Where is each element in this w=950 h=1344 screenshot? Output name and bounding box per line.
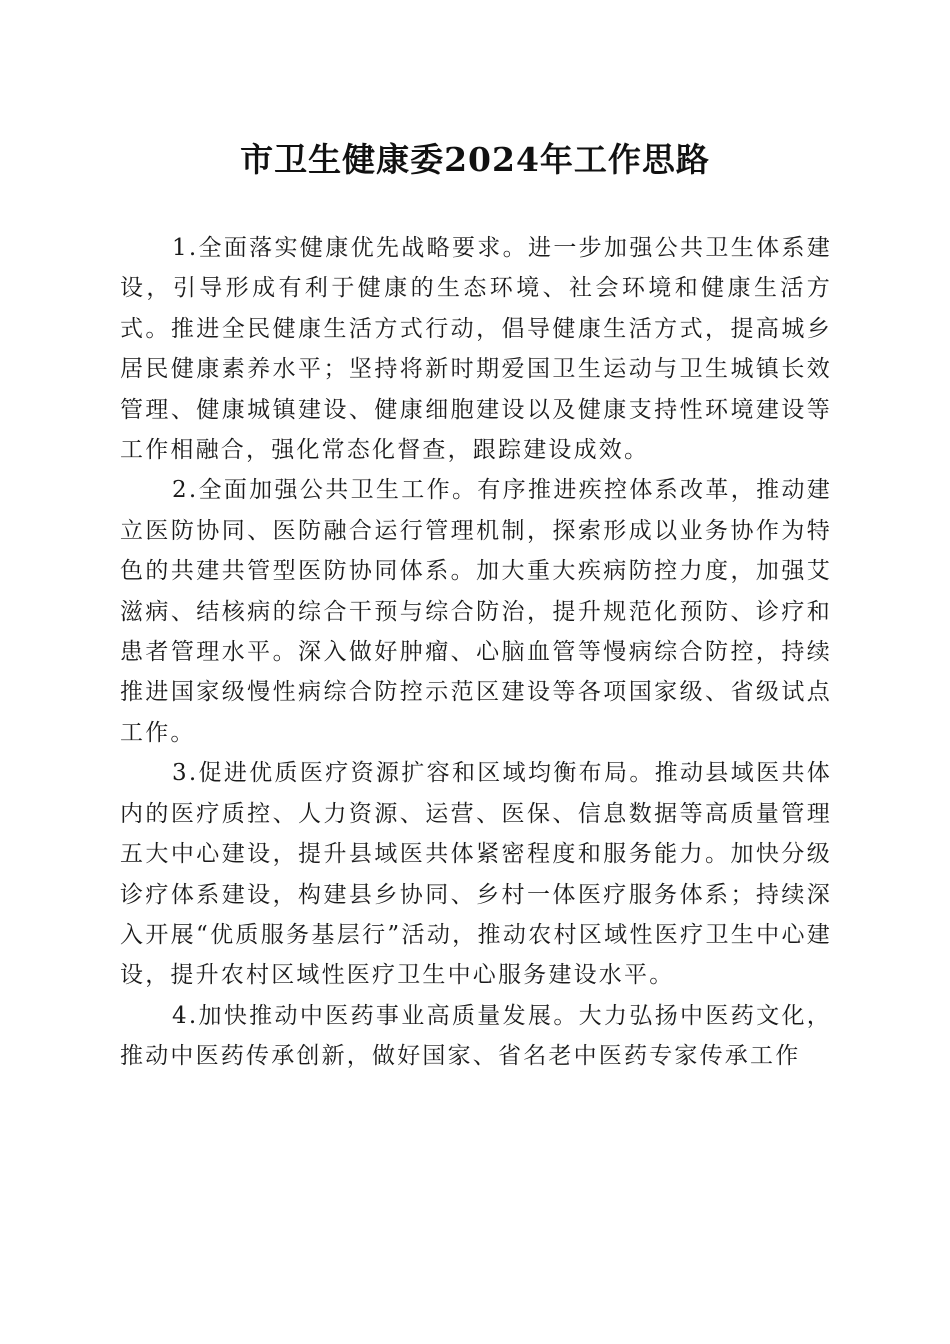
document-title: 市卫生健康委2024年工作思路 bbox=[240, 140, 710, 179]
paragraph-2: 2.全面加强公共卫生工作。有序推进疾控体系改革，推动建立医防协同、医防融合运行管理机制，探索形成以业务协作为特色的共建共管型医防协同体系。加大重大疾病防控力度，加强艾滋病、结核病的综合干预与综合防治，提升规范化预防、诊疗和患者管理水平。深入做好肿瘤、心脑血管等慢病综合防控，持续推进国家级慢性病综合防控示范区建设等各项国家级、省级试点工作。 bbox=[120, 477, 832, 746]
paragraph-1: 1.全面落实健康优先战略要求。进一步加强公共卫生体系建设，引导形成有利于健康的生态环境、社会环境和健康生活方式。推进全民健康生活方式行动，倡导健康生活方式，提高城乡居民健康素养水平；坚持将新时期爱国卫生运动与卫生城镇长效管理、健康城镇建设、健康细胞建设以及健康支持性环境建设等工作相融合，强化常态化督查，跟踪建设成效。 bbox=[120, 235, 832, 464]
paragraph-3: 3.促进优质医疗资源扩容和区域均衡布局。推动县域医共体内的医疗质控、人力资源、运营、医保、信息数据等高质量管理五大中心建设，提升县域医共体紧密程度和服务能力。加快分级诊疗体系建设，构建县乡协同、乡村一体医疗服务体系；持续深入开展“优质服务基层行”活动，推动农村区域性医疗卫生中心建设，提升农村区域性医疗卫生中心服务建设水平。 bbox=[120, 760, 832, 989]
document-body bbox=[120, 228, 832, 1077]
paragraph-4: 4.加快推动中医药事业高质量发展。大力弘扬中医药文化，推动中医药传承创新，做好国家、省名老中医药专家传承工作 bbox=[120, 1002, 832, 1070]
